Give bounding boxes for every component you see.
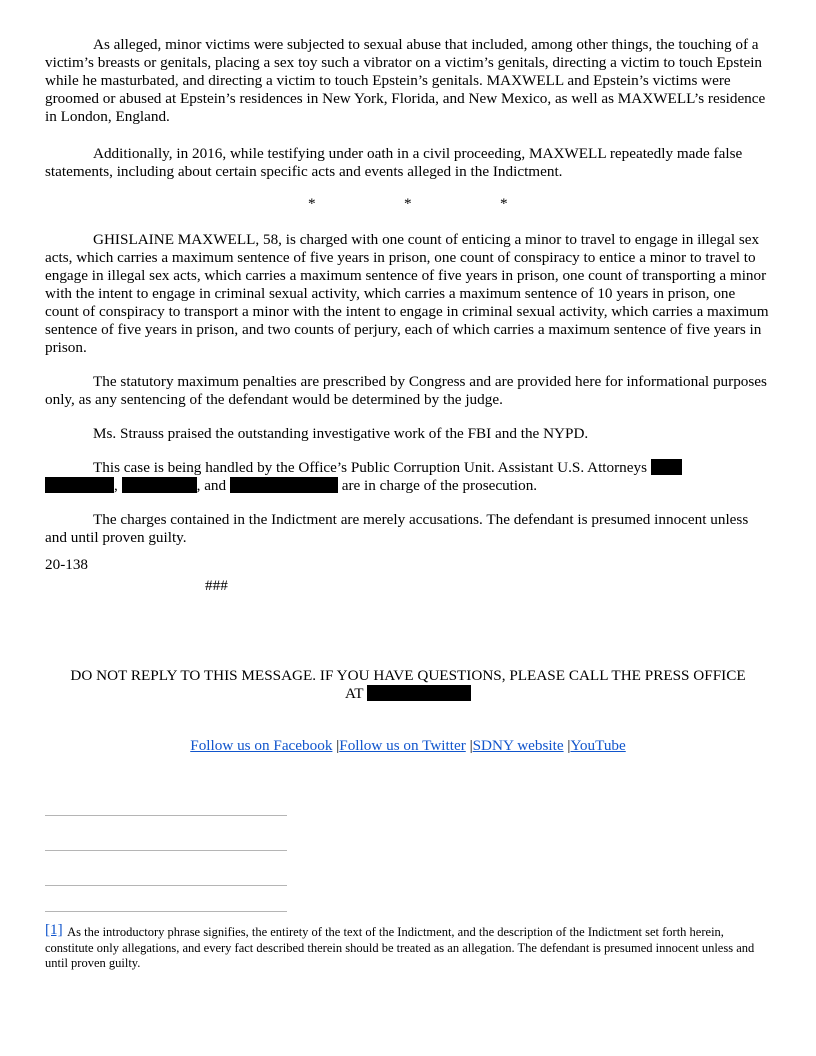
paragraph-penalties: The statutory maximum penalties are prescribed by Congress and are provided here for informational purposes only, as any sentencing of the defendant would be determined by the judge.	[45, 373, 767, 408]
paragraph-presumption: The charges contained in the Indictment are merely accusations. The defendant is presumed innocent unless and until proven guilty.	[45, 511, 749, 546]
notice-line-1: DO NOT REPLY TO THIS MESSAGE. IF YOU HAVE QUESTIONS, PLEASE CALL THE PRESS OFFICE	[70, 667, 746, 684]
separator-star: *	[308, 195, 316, 212]
paragraph-perjury: Additionally, in 2016, while testifying under oath in a civil proceeding, MAXWELL repeatedly made false statements, including about certain specific acts and events alleged in the Indictment.	[45, 145, 743, 180]
separator-star: *	[500, 195, 508, 212]
footnote-ref-link[interactable]: [1]	[45, 921, 63, 938]
release-number: 20-138	[45, 556, 89, 573]
paragraph-prosecutors	[45, 459, 771, 495]
notice-at: AT	[344, 685, 368, 702]
paragraph-praise: Ms. Strauss praised the outstanding investigative work of the FBI and the NYPD.	[93, 425, 589, 442]
link-separator: |	[567, 737, 571, 754]
prosecutors-and: , and	[196, 477, 230, 494]
paragraph-allegations: As alleged, minor victims were subjected to sexual abuse that included, among other things, the touching of a victim’s breasts or genitals, placing a sex toy such a vibrator on a victim’s genitals, directing a victim to touch Epstein while he masturbated, and directing a victim to touch Epstein’s genitals. MAXWELL and Epstein’s victims were groomed or abused at Epstein’s residences in New York, Florida, and New Mexico, as well as MAXWELL’s residence in London, England.	[45, 36, 766, 125]
redaction-block	[230, 477, 338, 493]
social-links	[45, 737, 771, 755]
footer-rule	[45, 885, 287, 886]
paragraph-charges: GHISLAINE MAXWELL, 58, is charged with one count of enticing a minor to travel to engage in illegal sex acts, which carries a maximum sentence of five years in prison, one count of conspiracy to entice a minor to travel to engage in illegal sex acts, which carries a maximum sentence of five years in prison, one count of transporting a minor with the intent to engage in criminal sexual activity, which carries a maximum sentence of 10 years in prison, one count of conspiracy to transport a minor with the intent to engage in criminal sexual activity, which carries a maximum sentence of five years in prison, and two counts of perjury, each of which carries a maximum sentence of five years in prison.	[45, 231, 769, 356]
twitter-link[interactable]: Follow us on Twitter	[339, 737, 466, 754]
redaction-block	[651, 459, 682, 475]
footer-rule	[45, 850, 287, 851]
link-separator: |	[336, 737, 340, 754]
footnote-text: As the introductory phrase signifies, the entirety of the text of the Indictment, and the description of the Indictment set forth herein, constitute only allegations, and every fact described therein should be treated as an allegation. The defendant is presumed innocent unless and until proven guilty.	[45, 925, 755, 970]
separator-star: *	[404, 195, 412, 212]
press-office-notice	[45, 667, 771, 703]
prosecutors-comma: ,	[114, 477, 118, 494]
footer-rule	[45, 815, 287, 816]
prosecutors-tail-text: are in charge of the prosecution.	[337, 477, 538, 494]
redaction-block	[45, 477, 114, 493]
facebook-link[interactable]: Follow us on Facebook	[190, 737, 333, 754]
press-release-body	[45, 36, 771, 595]
redaction-block	[367, 685, 471, 701]
redaction-block	[122, 477, 197, 493]
link-separator: |	[469, 737, 473, 754]
sdny-website-link[interactable]: SDNY website	[472, 737, 564, 754]
footnote-rule	[45, 911, 287, 912]
section-separator	[45, 195, 771, 213]
notice-line-2	[45, 685, 771, 703]
footnote	[45, 922, 771, 972]
youtube-link[interactable]: YouTube	[570, 737, 626, 754]
prosecutors-lead-text: This case is being handled by the Office’s Public Corruption Unit. Assistant U.S. Attorneys	[93, 459, 651, 476]
end-mark: ###	[205, 577, 228, 594]
